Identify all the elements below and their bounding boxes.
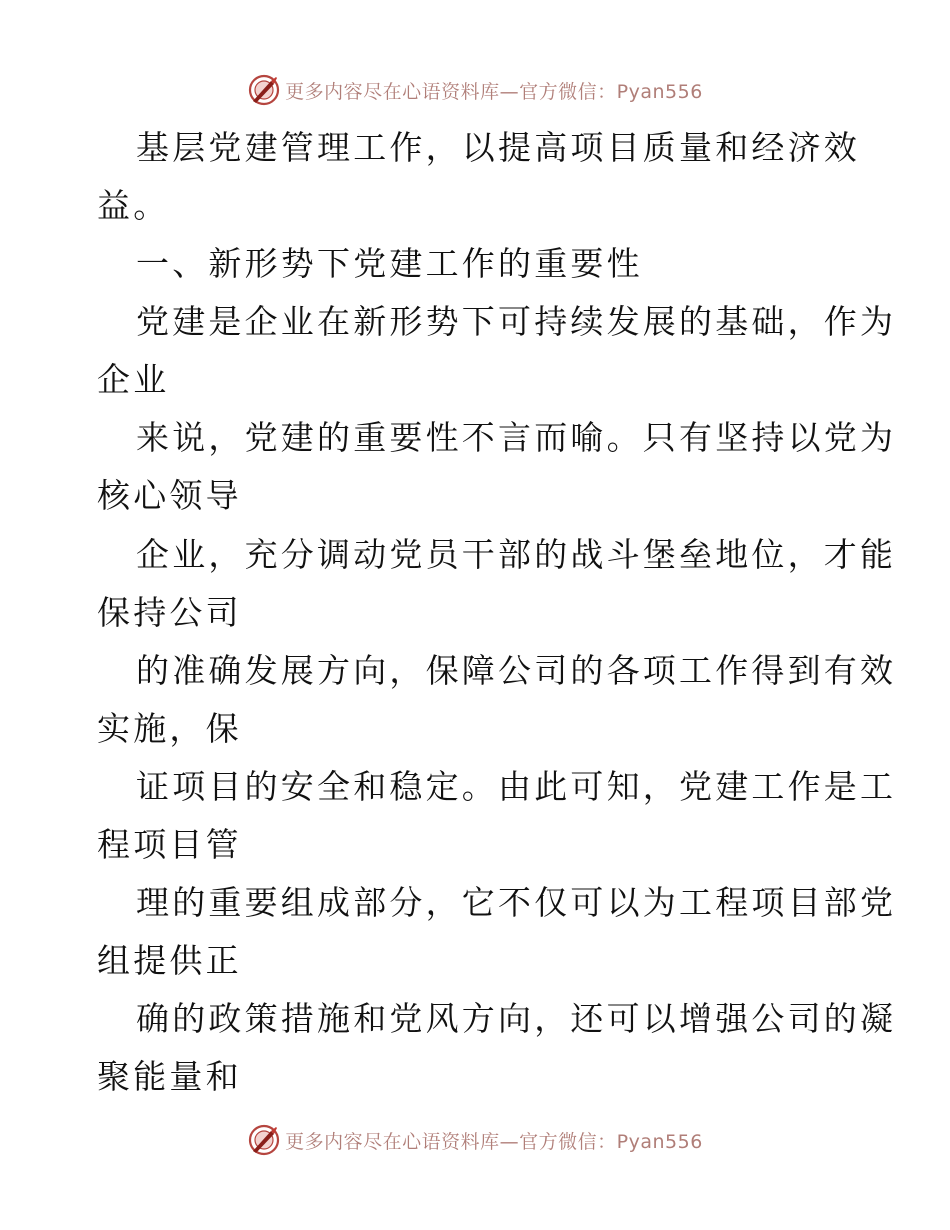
- text-line: 理的重要组成部分，它不仅可以为工程项目部党: [136, 883, 897, 922]
- quill-seal-icon: [247, 73, 281, 107]
- text-line: 企业: [97, 360, 170, 399]
- text-line: 组提供正: [97, 941, 242, 980]
- text-line: 实施，保: [97, 709, 242, 748]
- text-line: 聚能量和: [97, 1057, 242, 1096]
- text-line: 程项目管: [97, 825, 242, 864]
- text-line: 核心领导: [97, 476, 242, 515]
- text-line: 党建是企业在新形势下可持续发展的基础，作为: [136, 302, 897, 341]
- text-line: 基层党建管理工作，以提高项目质量和经济效: [136, 128, 860, 167]
- text-line: 保持公司: [97, 593, 242, 632]
- text-line: 益。: [97, 186, 170, 225]
- text-line: 确的政策措施和党风方向，还可以增强公司的凝: [136, 999, 897, 1038]
- section-heading: 一、新形势下党建工作的重要性: [136, 244, 643, 283]
- header-banner: [0, 70, 950, 110]
- text-line: 证项目的安全和稳定。由此可知，党建工作是工: [136, 767, 897, 806]
- text-line: 的准确发展方向，保障公司的各项工作得到有效: [136, 651, 897, 690]
- footer-banner: [0, 1120, 950, 1160]
- quill-seal-icon: [247, 1123, 281, 1157]
- text-line: 来说，党建的重要性不言而喻。只有坚持以党为: [136, 418, 897, 457]
- banner-text: 更多内容尽在心语资料库—官方微信：Pyan556: [285, 1130, 703, 1153]
- text-line: 企业，充分调动党员干部的战斗堡垒地位，才能: [136, 535, 897, 574]
- banner-text: 更多内容尽在心语资料库—官方微信：Pyan556: [285, 80, 703, 103]
